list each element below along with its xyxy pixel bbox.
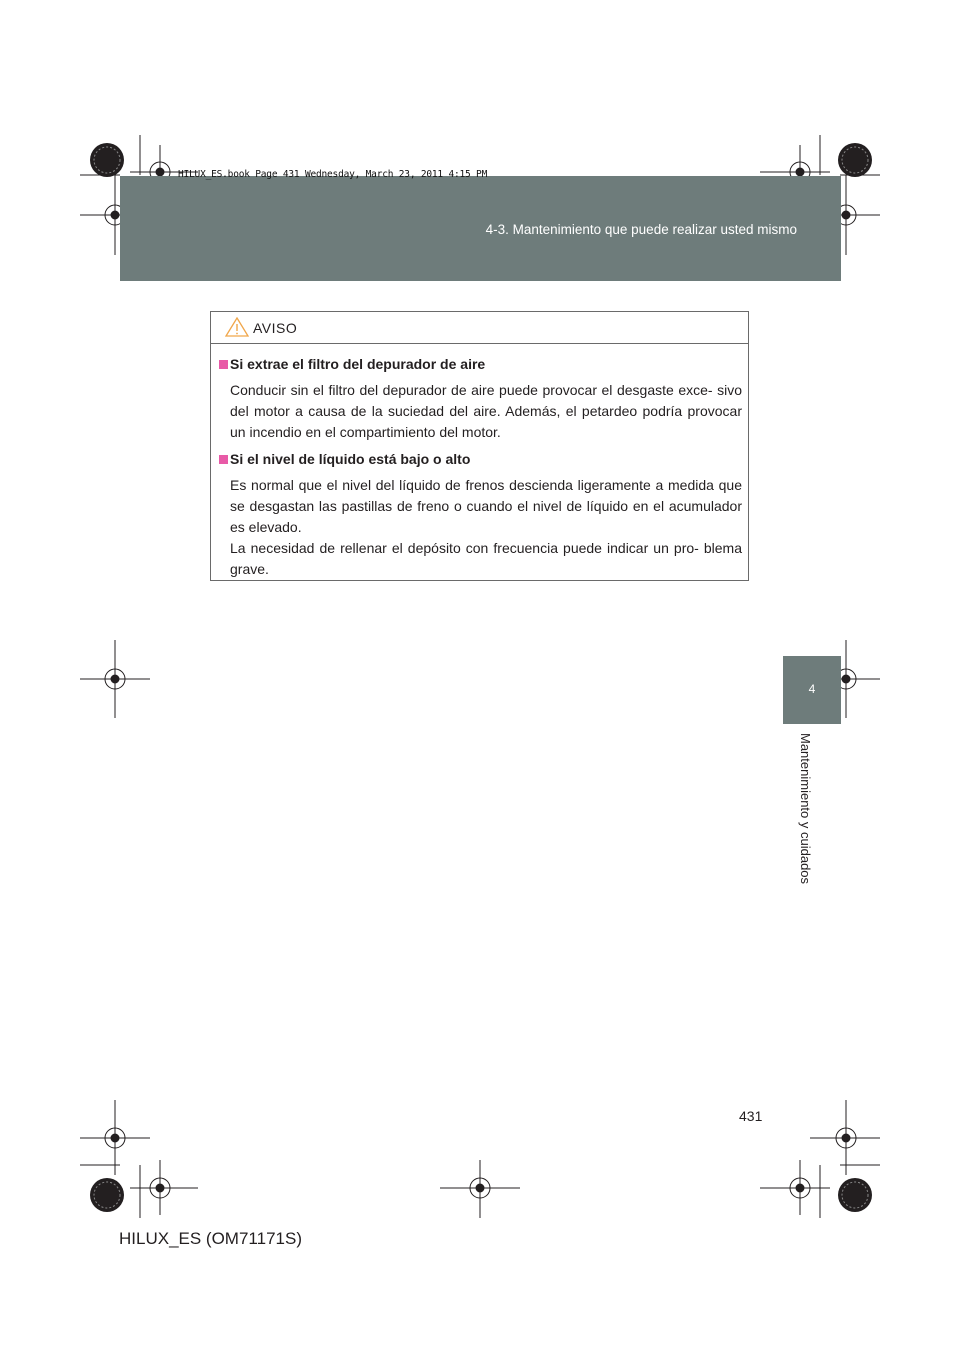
warning-header xyxy=(211,312,748,344)
chapter-number: 4 xyxy=(808,682,816,696)
warning-section xyxy=(219,354,742,443)
bullet-square-icon xyxy=(219,360,228,369)
warning-body xyxy=(211,344,748,580)
bullet-square-icon xyxy=(219,455,228,464)
warning-box xyxy=(210,311,749,581)
chapter-label: Mantenimiento y cuidados xyxy=(798,733,813,885)
document-code: HILUX_ES (OM71171S) xyxy=(119,1229,302,1248)
warning-title: AVISO xyxy=(253,320,298,336)
section-heading-text: Si el nivel de líquido está bajo o alto xyxy=(230,451,471,467)
page-number: 431 xyxy=(739,1108,763,1124)
section-heading xyxy=(219,449,742,470)
warning-triangle-icon xyxy=(225,317,249,337)
section-paragraph: Es normal que el nivel del líquido de frenos descienda ligeramente a medida que se desgastan las pastillas de freno o cuando el nivel de líquido en el acumulador es elevado. xyxy=(230,477,742,535)
warning-section xyxy=(219,449,742,580)
section-paragraph: Conducir sin el filtro del depurador de aire puede provocar el desgaste exce- sivo del motor a causa de la suciedad del aire. Además, el petardeo podría provocar un incendio en el compartimiento del motor. xyxy=(230,382,742,440)
section-heading xyxy=(219,354,742,375)
section-paragraph: La necesidad de rellenar el depósito con frecuencia puede indicar un pro- blema grave. xyxy=(230,540,742,577)
header-band xyxy=(120,176,841,281)
section-title: 4-3. Mantenimiento que puede realizar usted mismo xyxy=(485,222,797,237)
chapter-tab xyxy=(783,656,841,724)
print-stamp: HILUX_ES.book Page 431 Wednesday, March 23, 2011 4:15 PM xyxy=(178,169,488,180)
section-heading-text: Si extrae el filtro del depurador de aire xyxy=(230,356,486,372)
